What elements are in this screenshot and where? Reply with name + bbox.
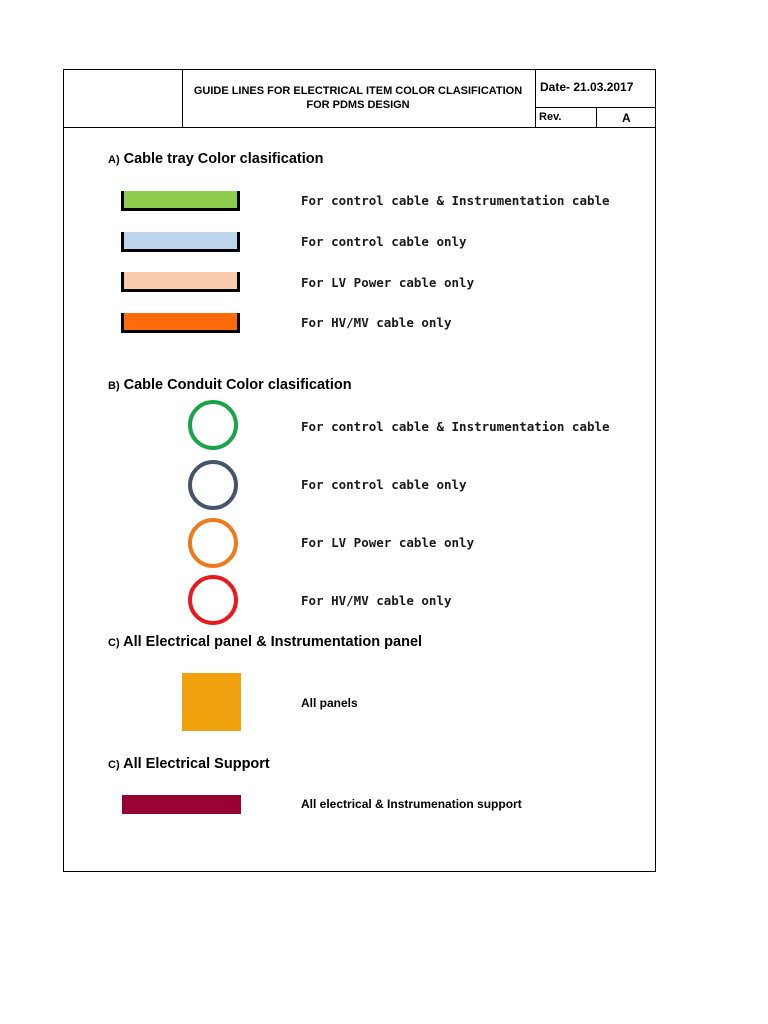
section-c-support-title: All Electrical Support [123, 756, 270, 772]
title-line-2: FOR PDMS DESIGN [306, 99, 410, 111]
cable-tray-swatch-light-blue [121, 232, 240, 252]
cable-tray-swatch-green [121, 191, 240, 211]
support-label: All electrical & Instrumenation support [301, 797, 522, 811]
section-b-title: Cable Conduit Color clasification [123, 377, 352, 393]
cable-tray-swatch-peach [121, 272, 240, 292]
header-right-divider [535, 69, 536, 128]
rev-label: Rev. [539, 111, 562, 123]
rev-value-divider [596, 107, 597, 128]
section-c-panel-prefix: C) [108, 637, 120, 649]
conduit-circle-orange [188, 518, 238, 568]
section-a-title: Cable tray Color clasification [123, 151, 324, 167]
title-line-1: GUIDE LINES FOR ELECTRICAL ITEM COLOR CLASIFICATION [193, 85, 523, 97]
section-c-panel-title: All Electrical panel & Instrumentation panel [123, 634, 423, 650]
section-a-heading [108, 151, 323, 167]
cable-tray-label-1: For control cable & Instrumentation cable [301, 193, 610, 208]
section-b-heading [108, 377, 352, 393]
conduit-label-4: For HV/MV cable only [301, 593, 452, 608]
section-c-panel-heading [108, 634, 422, 650]
header-bottom-line [63, 127, 656, 128]
conduit-circle-slate [188, 460, 238, 510]
document-frame [63, 69, 656, 872]
cable-tray-swatch-orange [121, 313, 240, 333]
support-color-swatch [122, 795, 241, 814]
panel-color-swatch [182, 673, 241, 731]
conduit-circle-red [188, 575, 238, 625]
section-c-support-heading [108, 756, 270, 772]
date-label: Date- 21.03.2017 [540, 80, 634, 94]
conduit-label-2: For control cable only [301, 477, 467, 492]
rev-value: A [622, 111, 631, 125]
section-a-prefix: A) [108, 154, 120, 166]
cable-tray-label-4: For HV/MV cable only [301, 315, 452, 330]
cable-tray-label-2: For control cable only [301, 234, 467, 249]
panel-label: All panels [301, 696, 358, 710]
conduit-label-1: For control cable & Instrumentation cable [301, 419, 610, 434]
conduit-circle-green [188, 400, 238, 450]
section-b-prefix: B) [108, 380, 120, 392]
document-title [183, 84, 533, 112]
cable-tray-label-3: For LV Power cable only [301, 275, 475, 290]
conduit-label-3: For LV Power cable only [301, 535, 475, 550]
section-c-support-prefix: C) [108, 759, 120, 771]
